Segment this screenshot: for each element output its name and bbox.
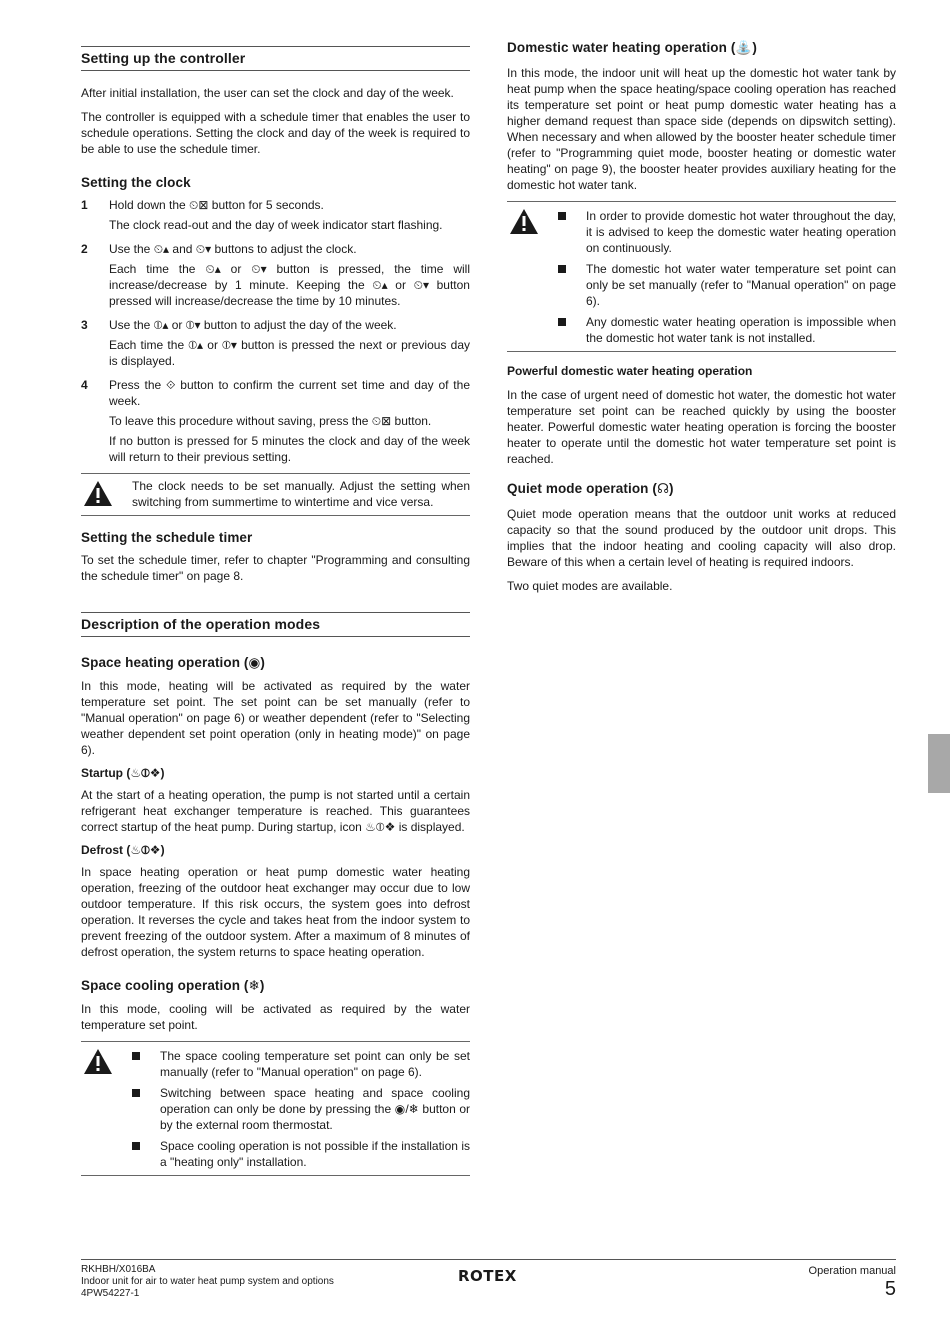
- cooling-bullet: Space cooling operation is not possible if the installation is a "heating only" installation.: [132, 1138, 470, 1170]
- heading-space-cooling: Space cooling operation (❄): [81, 978, 265, 993]
- step-number: 1: [81, 198, 88, 212]
- section-title-setting-up: Setting up the controller: [81, 46, 470, 71]
- clock-warning-text: The clock needs to be set manually. Adjust the setting when switching from summertime to wintertime and vice versa.: [132, 479, 470, 509]
- domestic-water-bullet: In order to provide domestic hot water throughout the day, it is advised to keep the domestic water heating operation on continuously.: [558, 208, 896, 256]
- rotex-logo: ROTEX: [458, 1267, 517, 1285]
- page-number: 5: [884, 1278, 896, 1300]
- footer-left: [81, 1264, 334, 1300]
- step-text: Press the ⟐ button to confirm the current set time and day of the week.: [109, 378, 470, 408]
- bullet-square-icon: [132, 1052, 140, 1060]
- heading-powerful-domestic-water: Powerful domestic water heating operation: [507, 364, 753, 378]
- domestic-water-paragraph: In this mode, the indoor unit will heat up the domestic hot water tank by heat pump when the space heating/space cooling operation has reached its temperature set point or heat pump domestic water heating has a higher demand request than space side (depends on dipswitch setting). When necessary and when allowed by the booster heater schedule timer (refer to "Programming quiet mode, booster heating or domestic water heating" on page 9), the booster heater provides auxiliary heating for the domestic hot water tank.: [507, 66, 896, 192]
- space-heating-paragraph: In this mode, heating will be activated as required by the water temperature set point. The set point can be set manually (refer to "Manual operation" on page 6) or weather dependent (refer to "Selecting weather dependent set point operation (only in heating mode)" on page 6).: [81, 679, 470, 757]
- step-text: Hold down the ⏲⊠ button for 5 seconds.: [109, 198, 324, 212]
- heading-setting-clock: Setting the clock: [81, 175, 191, 190]
- heading-defrost: Defrost (♨⦶❖): [81, 843, 165, 857]
- step-text: Use the ⏲▴ and ⏲▾ buttons to adjust the clock.: [109, 242, 357, 256]
- quiet-mode-paragraph-2: Two quiet modes are available.: [507, 579, 673, 593]
- cooling-bullet: Switching between space heating and space cooling operation can only be done by pressing the ◉/❄ button or by the external room thermostat.: [132, 1085, 470, 1133]
- right-column: [507, 40, 896, 602]
- schedule-timer-paragraph: To set the schedule timer, refer to chapter "Programming and consulting the schedule timer" on page 8.: [81, 553, 470, 583]
- step-2: [81, 241, 470, 309]
- step-number: 3: [81, 318, 88, 332]
- step-4: [81, 377, 470, 465]
- domestic-water-bullet: Any domestic water heating operation is impossible when the domestic hot water tank is not installed.: [558, 314, 896, 346]
- left-column: [81, 40, 470, 1190]
- bullet-square-icon: [132, 1142, 140, 1150]
- footer-manual-title: Operation manual: [808, 1265, 896, 1277]
- footer-description: Indoor unit for air to water heat pump system and options: [81, 1276, 334, 1287]
- bullet-square-icon: [558, 318, 566, 326]
- heading-space-heating: Space heating operation (◉): [81, 655, 266, 670]
- footer-right: [809, 1264, 896, 1300]
- step-text: Each time the ⦶▴ or ⦶▾ button is pressed the next or previous day is displayed.: [109, 338, 470, 368]
- step-text: If no button is pressed for 5 minutes the clock and day of the week will return to their previous setting.: [109, 434, 470, 464]
- page-footer: [81, 1259, 896, 1300]
- step-3: [81, 317, 470, 369]
- defrost-paragraph: In space heating operation or heat pump domestic water heating operation, freezing of the outdoor heat exchanger may occur due to low outdoor temperature. If this risk occurs, the system goes into defrost operation. It reverses the cycle and takes heat from the indoor system to prevent freezing of the outdoor system. After a maximum of 8 minutes of defrost operation, the system returns to space heating operation.: [81, 865, 470, 959]
- clock-warning-box: [81, 473, 470, 516]
- bullet-square-icon: [132, 1089, 140, 1097]
- domestic-water-bullet: The domestic hot water water temperature set point can only be set manually (refer to "Manual operation" on page 6).: [558, 261, 896, 309]
- heading-quiet-mode: Quiet mode operation (☊): [507, 481, 674, 496]
- startup-paragraph: At the start of a heating operation, the pump is not started until a certain refrigerant heat exchanger temperature is reached. This guarantees correct startup of the heat pump. During startup, icon ♨⦶❖ is displayed.: [81, 788, 470, 834]
- cooling-warning-box: [81, 1041, 470, 1176]
- heading-startup: Startup (♨⦶❖): [81, 766, 165, 780]
- intro-paragraph-1: After initial installation, the user can set the clock and day of the week.: [81, 86, 454, 100]
- step-text: Use the ⦶▴ or ⦶▾ button to adjust the day of the week.: [109, 318, 397, 332]
- step-number: 4: [81, 378, 88, 392]
- step-text: The clock read-out and the day of week indicator start flashing.: [109, 218, 443, 232]
- quiet-mode-paragraph-1: Quiet mode operation means that the outdoor unit works at reduced capacity so that the sound produced by the outdoor unit drops. This implies that the indoor heating and cooling capacity will also drop. Beware of this when a certain level of heating is required indoors.: [507, 507, 896, 569]
- warning-icon: [83, 480, 113, 512]
- step-text: To leave this procedure without saving, press the ⏲⊠ button.: [109, 414, 432, 428]
- footer-model: RKHBH/X016BA: [81, 1264, 156, 1275]
- step-number: 2: [81, 242, 88, 256]
- cooling-bullet: The space cooling temperature set point can only be set manually (refer to "Manual operation" on page 6).: [132, 1048, 470, 1080]
- domestic-water-warning-box: [507, 201, 896, 352]
- warning-icon: [509, 208, 539, 240]
- bullet-square-icon: [558, 212, 566, 220]
- intro-paragraph-2: The controller is equipped with a schedule timer that enables the user to schedule operations. Setting the clock and day of the week is required to be able to use the schedule timer.: [81, 110, 470, 156]
- bullet-square-icon: [558, 265, 566, 273]
- section-title-operation-modes: Description of the operation modes: [81, 612, 470, 637]
- heading-domestic-water: Domestic water heating operation (⛲): [507, 40, 757, 55]
- footer-code: 4PW54227-1: [81, 1288, 140, 1299]
- warning-icon: [83, 1048, 113, 1080]
- step-text: Each time the ⏲▴ or ⏲▾ button is pressed, the time will increase/decrease by 1 minute. Keeping the ⏲▴ or ⏲▾ button pressed will increase/decrease the time by 10 minutes.: [109, 262, 470, 308]
- chapter-thumb-tab: [928, 734, 950, 793]
- space-cooling-paragraph: In this mode, cooling will be activated as required by the water temperature set point.: [81, 1002, 470, 1032]
- step-1: [81, 197, 470, 233]
- heading-schedule-timer: Setting the schedule timer: [81, 530, 253, 545]
- powerful-paragraph: In the case of urgent need of domestic hot water, the domestic hot water temperature set point can be reached quickly by using the booster heater. Powerful domestic water heating operation is forcing the booster heater to operate until the domestic hot water temperature set point is reached.: [507, 388, 896, 466]
